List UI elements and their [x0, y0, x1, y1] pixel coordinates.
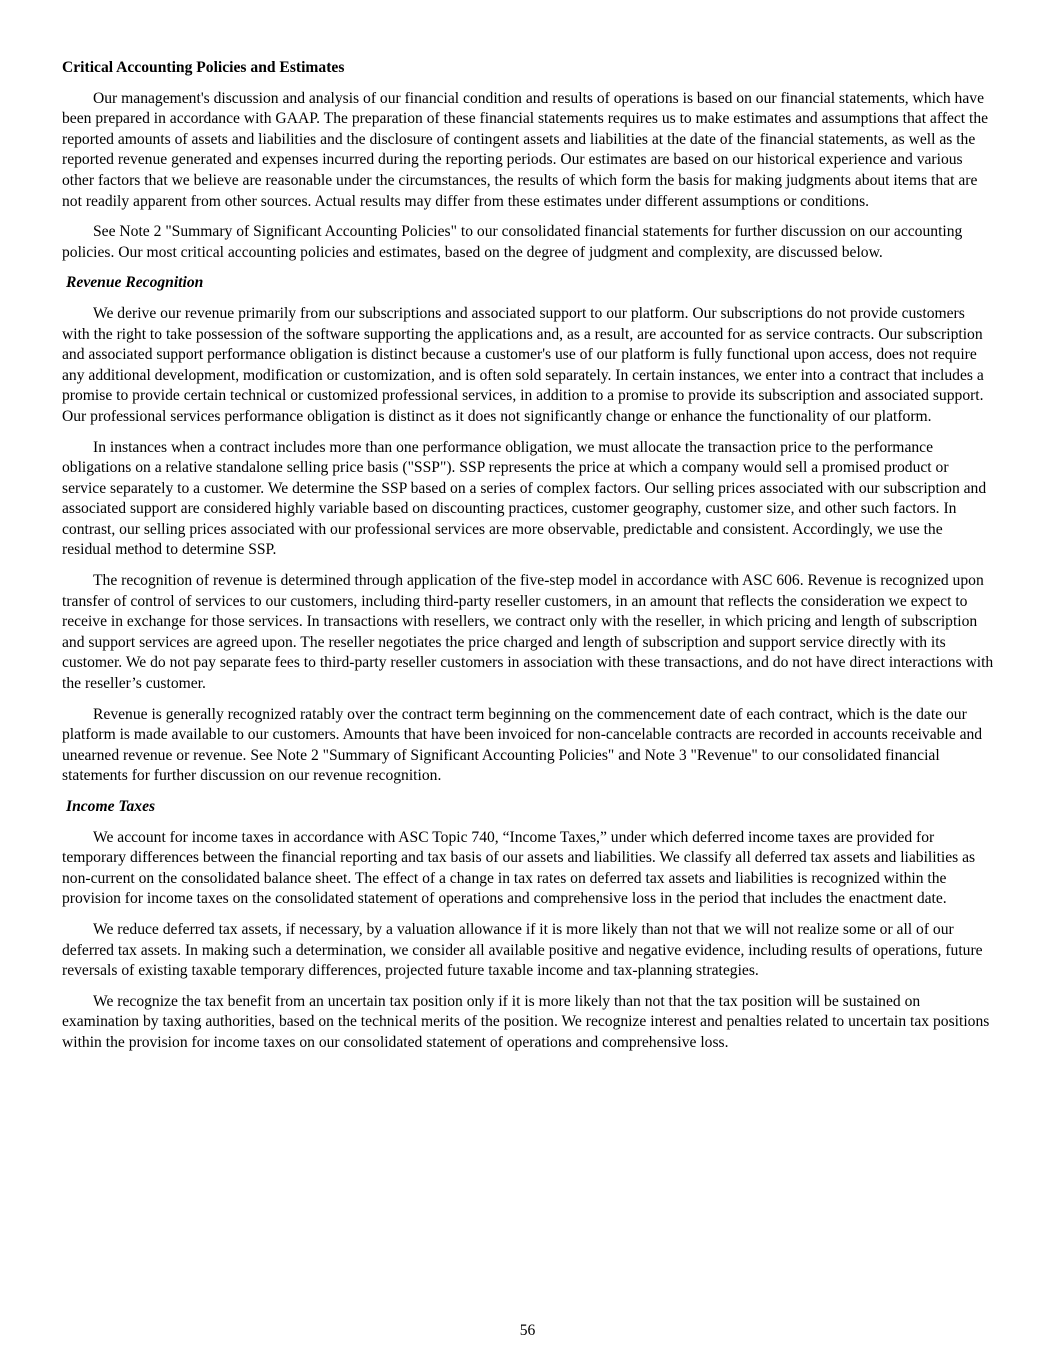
intro-paragraph-2: See Note 2 "Summary of Significant Accounting Policies" to our consolidated financial statements for further discussion on our accounting policies. Our most critical accounting policies and estimates, based on the degree of judgment and complexity, are discussed below.: [62, 223, 963, 261]
intro-paragraph-1: Our management's discussion and analysis of our financial condition and results of operations is based on our financial statements, which have been prepared in accordance with GAAP. The preparation of these financial statements requires us to make estimates and assumptions that affect the reported amounts of assets and liabilities and the disclosure of contingent assets and liabilities at the date of the financial statements, as well as the reported revenue generated and expenses incurred during the reporting periods. Our estimates are based on our historical experience and various other factors that we believe are reasonable under the circumstances, the results of which form the basis for making judgments about items that are not readily apparent from other sources. Actual results may differ from these estimates under different assumptions or conditions.: [62, 89, 989, 210]
revenue-paragraph-2: In instances when a contract includes more than one performance obligation, we must allocate the transaction price to the performance obligations on a relative standalone selling price basis ("SSP"). SSP represents the price at which a company would sell a promised product or service separately to a customer. We determine the SSP based on a series of complex factors. Our selling prices associated with our subscription and associated support are considered highly variable based on discounting practices, customer geography, customer size, and other such factors. In contrast, our selling prices associated with our professional services are more observable, predictable and consistent. Accordingly, we use the residual method to determine SSP.: [62, 438, 987, 559]
income-taxes-paragraph-2: We reduce deferred tax assets, if necessary, by a valuation allowance if it is more likely than not that we will not realize some or all of our deferred tax assets. In making such a determination, we consider all available positive and negative evidence, including results of operations, future reversals of existing taxable temporary differences, projected future taxable income and tax-planning strategies.: [62, 920, 983, 980]
document-page: [62, 58, 994, 1064]
revenue-paragraph-4: Revenue is generally recognized ratably over the contract term beginning on the commencement date of each contract, which is the date our platform is made available to our customers. Amounts that have been invoiced for non-cancelable contracts are recorded in accounts receivable and unearned revenue or revenue. See Note 2 "Summary of Significant Accounting Policies" and Note 3 "Revenue" to our consolidated financial statements for further discussion on our revenue recognition.: [62, 705, 983, 785]
revenue-paragraph-3: The recognition of revenue is determined through application of the five-step model in accordance with ASC 606. Revenue is recognized upon transfer of control of services to our customers, including third-party reseller customers, in an amount that reflects the consideration we expect to receive in exchange for those services. In transactions with resellers, we contract only with the reseller, in which pricing and length of subscription and support services are agreed upon. The reseller negotiates the price charged and length of subscription and support service directly with its customer. We do not pay separate fees to third-party reseller customers in association with these transactions, and do not have direct interactions with the reseller’s customer.: [62, 572, 994, 693]
income-taxes-heading: Income Taxes: [66, 798, 156, 815]
income-taxes-paragraph-1: We account for income taxes in accordance with ASC Topic 740, “Income Taxes,” under which deferred income taxes are provided for temporary differences between the financial reporting and tax basis of our assets and liabilities. We classify all deferred tax assets and liabilities as non-current on the consolidated balance sheet. The effect of a change in tax rates on deferred tax assets and liabilities is recognized within the provision for income taxes on the consolidated statement of operations and comprehensive loss in the period that includes the enactment date.: [62, 828, 976, 908]
revenue-paragraph-1: We derive our revenue primarily from our subscriptions and associated support to our platform. Our subscriptions do not provide customers with the right to take possession of the software supporting the applications and, as a result, are accounted for as service contracts. Our subscription and associated support performance obligation is distinct because a customer's use of our platform is fully functional upon access, does not require any additional development, modification or customization, and is often sold separately. In certain instances, we enter into a contract that includes a promise to provide certain technical or customized professional services, in addition to a promise to provide its subscription and associated support. Our professional services performance obligation is distinct as it does not significantly change or enhance the functionality of our platform.: [62, 304, 984, 425]
income-taxes-paragraph-3: We recognize the tax benefit from an uncertain tax position only if it is more likely than not that the tax position will be sustained on examination by taxing authorities, based on the technical merits of the position. We recognize interest and penalties related to uncertain tax positions within the provision for income taxes on our consolidated statement of operations and comprehensive loss.: [62, 992, 990, 1051]
revenue-recognition-heading: Revenue Recognition: [66, 274, 204, 292]
page-number: 56: [519, 1322, 536, 1339]
section-heading: Critical Accounting Policies and Estimates: [62, 59, 345, 76]
